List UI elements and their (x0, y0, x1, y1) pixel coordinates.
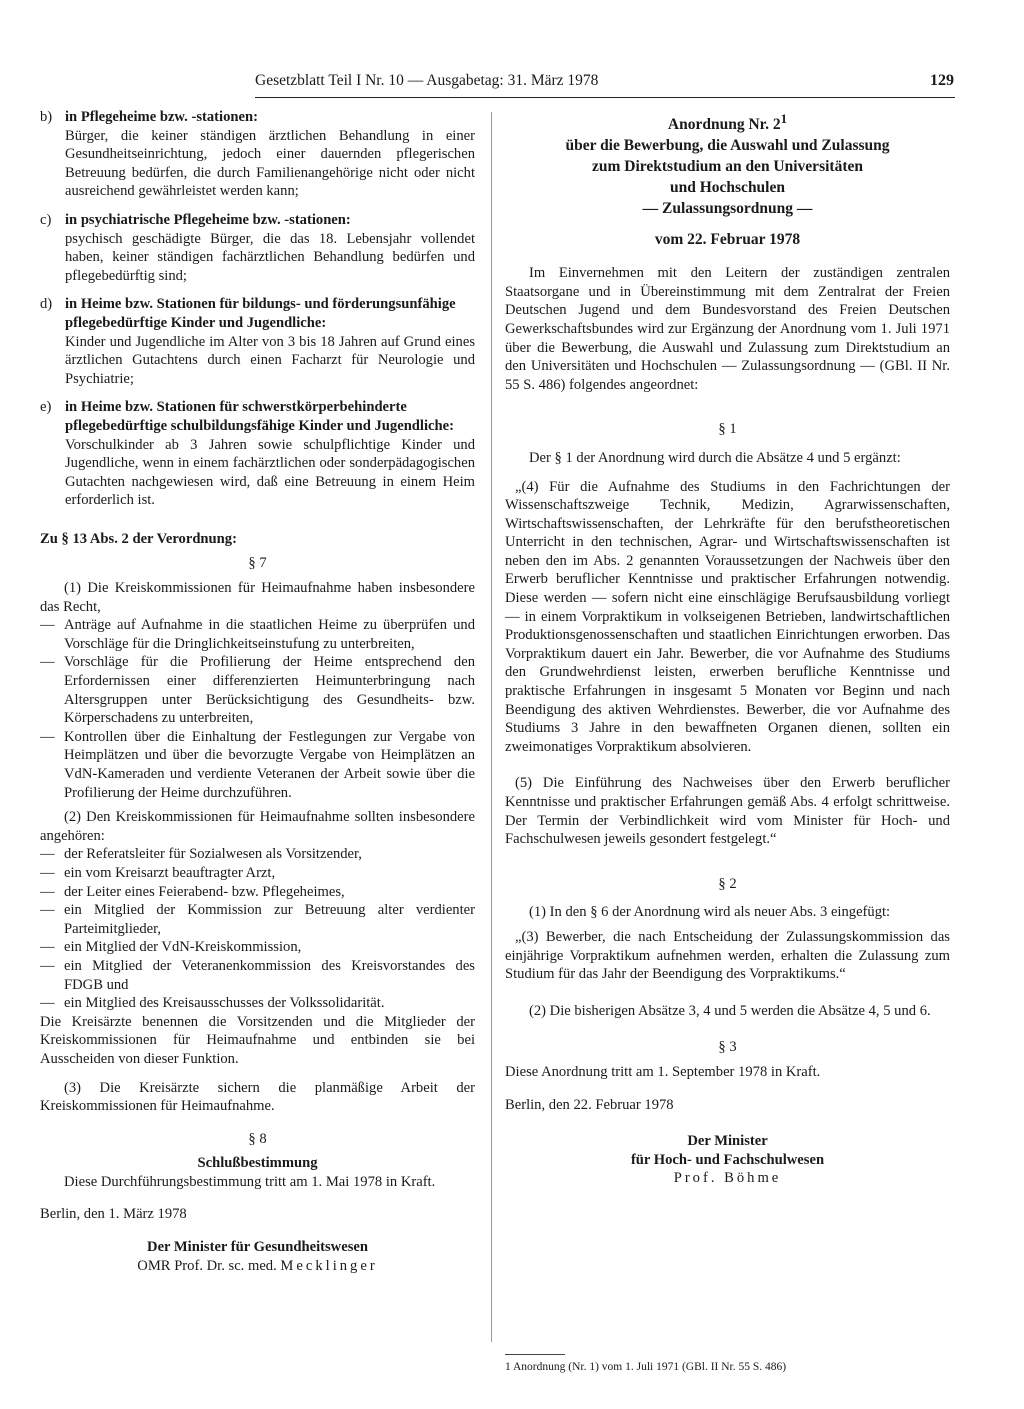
header-rule (255, 97, 955, 98)
signatory-prefix: OMR Prof. Dr. sc. med. (137, 1257, 277, 1274)
list-item: — Vorschläge für die Profilierung der Heime entsprechend den Erfordernissen einer differenzierten Heimunterbringung nach Altersgruppen unter Berücksichtigung des Gesundheits- bzw. Körperschadens zu unterbreiten, (40, 654, 475, 727)
para7-abs3: (3) Die Kreisärzte sichern die planmäßige Arbeit der Kreiskommissionen für Heimaufnahme. (40, 1079, 475, 1115)
para7-abs1-intro: (1) Die Kreiskommissionen für Heimaufnahme haben insbesondere das Recht, (40, 580, 475, 615)
list-item: — der Leiter eines Feierabend- bzw. Pflegeheimes, (40, 883, 475, 902)
footnote-marker: 1 (780, 111, 788, 126)
paragraph-8-heading: Schlußbestimmung (197, 1155, 318, 1172)
item-heading: in psychiatrische Pflegeheime bzw. -stationen: (65, 211, 351, 228)
para7-abs2-intro: (2) Den Kreiskommissionen für Heimaufnahme sollten insbesondere angehören: (40, 809, 475, 844)
list-item: — ein Mitglied der Veteranenkommission des Kreisvorstandes des FDGB und (40, 957, 475, 993)
signatory (40, 1257, 475, 1276)
list-item (40, 295, 475, 388)
page-header (255, 72, 954, 98)
list-item: — Kontrollen über die Einhaltung der Festlegungen zur Vergabe von Heimplätzen und über die bevorzugte Vergabe von Heimplätzen an VdN-Kameraden und verdiente Veteranen der Arbeit sowie über die Profilierung der Heime durchzuführen. (40, 728, 475, 801)
item-text: psychisch geschädigte Bürger, die das 18. Lebensjahr vollendet haben, keiner ständigen fachärztlichen Behandlung bedürfen und pflegebedürftig sind; (65, 230, 475, 284)
signatory-title: Der Minister für Gesundheitswesen (147, 1239, 368, 1256)
p2-quote: „(3) Bewerber, die nach Entscheidung der Zulassungskommission das einjährige Vorpraktikum aufnehmen werden, erhalten die Zulassung zum Studium für das Jahr der Beendigung des Vorpraktikums.“ (505, 928, 950, 983)
preamble: Im Einvernehmen mit den Leitern der zuständigen zentralen Staatsorgane und in Übereinstimmung mit dem Zentralrat der Freien Deutschen Jugend und dem Bundesvorstand des Freien Deutschen Gewerkschaftsbundes wird zur Ergänzung der Anordnung vom 1. Juli 1971 über die Bewerbung, die Auswahl und Zulassung zum Direktstudium an den Universitäten und Hochschulen — Zulassungsordnung — (GBl. II Nr. 55 S. 486) folgendes angeordnet: (505, 265, 950, 393)
dash-text: ein Mitglied der Veteranenkommission des Kreisvorstandes des FDGB und (64, 957, 475, 993)
right-column (505, 108, 950, 1188)
ordinance-title (505, 108, 950, 135)
list-item (40, 211, 475, 285)
para7-abs2-outro: Die Kreisärzte benennen die Vorsitzenden und die Mitglieder der Kreiskommissionen für Heimaufnahme und entbinden sie bei Ausscheiden von dieser Funktion. (40, 1013, 475, 1067)
place-date: Berlin, den 1. März 1978 (40, 1206, 187, 1223)
item-marker: d) (40, 296, 53, 313)
item-heading: in Pflegeheime bzw. -stationen: (65, 109, 258, 125)
list-item: — ein Mitglied der VdN-Kreiskommission, (40, 938, 475, 957)
dash-text: Anträge auf Aufnahme in die staatlichen Heime zu überprüfen und Vorschläge für die Dringlichkeitseinstufung zu unterbreiten, (64, 617, 475, 652)
item-marker: e) (40, 399, 52, 416)
list-item: — der Referatsleiter für Sozialwesen als Vorsitzender, (40, 845, 475, 864)
ordinance-subtitle: — Zulassungsordnung — (642, 200, 813, 218)
section-reference: Zu § 13 Abs. 2 der Verordnung: (40, 530, 237, 547)
p1-abs5: (5) Die Einführung des Nachweises über den Erwerb beruflicher Kenntnisse und praktischer Erfahrungen gemäß Abs. 4 erfolgt schrittweise. Der Termin der Verbindlichkeit wird vom Minister für Hoch- und Fachschulwesen jeweils gesondert festgelegt.“ (505, 775, 950, 848)
signatory-line-2: für Hoch- und Fachschulwesen (630, 1151, 825, 1168)
footnote-rule (505, 1354, 565, 1355)
dash-text: Kontrollen über die Einhaltung der Festlegungen zur Vergabe von Heimplätzen und über die bevorzugte Vergabe von Heimplätzen an VdN-Kameraden und verdiente Veteranen der Arbeit sowie über die Profilierung der Heime durchzuführen. (64, 728, 475, 801)
list-item: — ein Mitglied der Kommission zur Betreuung alter verdienter Parteimitglieder, (40, 902, 475, 937)
item-text: Bürger, die keiner ständigen ärztlichen Behandlung in einer Gesundheitseinrichtung, jedoch einer dauernden pflegerischen Betreuung bedürfen, die durch Familienangehörige nicht oder nicht ausreichend gewährleistet werden kann; (65, 127, 475, 200)
column-divider (491, 112, 492, 1342)
list-item: — Anträge auf Aufnahme in die staatlichen Heime zu überprüfen und Vorschläge für die Dringlichkeitseinstufung zu unterbreiten, (40, 617, 475, 652)
item-heading: in Heime bzw. Stationen für bildungs- und förderungsunfähige pflegebedürftige Kinder und Jugendliche: (65, 296, 456, 331)
title-line-4: und Hochschulen (669, 179, 785, 197)
item-heading: in Heime bzw. Stationen für schwerstkörperbehinderte pflegebedürftige schulbildungsfähige Kinder und Jugendliche: (65, 399, 454, 434)
p1-abs4: „(4) Für die Aufnahme des Studiums in den Fachrichtungen der Wissenschaftszweige Technik, Medizin, Agrarwissenschaften, Wirtschaftswissenschaften, der Lehrkräfte für den berufstheoretischen Unterricht in den technischen, Agrar- und Wirtschaftswissenschaften ist neben den im Abs. 2 genannten Voraussetzungen der Nachweis über den Erwerb beruflicher Kenntnisse und praktischer Erfahrungen notwendig. Diese werden — sofern nicht eine einschlägige Berufsausbildung vorliegt — in einem Vorpraktikum in volkseigenen Betrieben, landwirtschaftlichen Produktionsgenossenschaften und staatlichen Einrichtungen erworben. Das Vorpraktikum dauert ein Jahr. Bewerber, die vor Aufnahme des Studiums den Grundwehrdienst leisten, erwerben berufliche Kenntnisse und praktische Erfahrungen in insgesamt 5 Monaten vor Beginn und nach Beendigung des aktiven Wehrdienstes. Bewerber, die vor Aufnahme des Studiums 3 Jahre in den bewaffneten Organen dienen, sollten ein zweimonatiges Vorpraktikum absolvieren. (505, 478, 950, 755)
paragraph-8-title: § 8 (248, 1130, 267, 1147)
ordinance-date: vom 22. Februar 1978 (654, 231, 801, 249)
signatory-line-1: Der Minister (687, 1133, 768, 1150)
signatory-name: Mecklinger (280, 1257, 378, 1274)
dash-text: ein Mitglied der Kommission zur Betreuung alter verdienter Parteimitglieder, (64, 902, 475, 937)
list-item: — ein Mitglied des Kreisausschusses der Volkssolidarität. (40, 994, 475, 1013)
p1-intro: Der § 1 der Anordnung wird durch die Absätze 4 und 5 ergänzt: (529, 449, 901, 466)
list-item (40, 398, 475, 510)
list-item: — ein vom Kreisarzt beauftragter Arzt, (40, 864, 475, 883)
left-column (40, 108, 475, 1275)
paragraph-8-text: Diese Durchführungsbestimmung tritt am 1. Mai 1978 in Kraft. (64, 1173, 436, 1190)
header-title: Gesetzblatt Teil I Nr. 10 — Ausgabetag: 31. März 1978 (255, 72, 599, 89)
dash-text: der Referatsleiter für Sozialwesen als Vorsitzender, (64, 846, 362, 863)
dash-text: ein Mitglied der VdN-Kreiskommission, (64, 939, 302, 956)
paragraph-7-title: § 7 (248, 555, 267, 572)
place-date: Berlin, den 22. Februar 1978 (505, 1096, 674, 1113)
p2-abs1: (1) In den § 6 der Anordnung wird als neuer Abs. 3 eingefügt: (529, 904, 891, 921)
item-marker: c) (40, 211, 52, 228)
dash-text: der Leiter eines Feierabend- bzw. Pflegeheimes, (64, 883, 345, 900)
dash-text: ein Mitglied des Kreisausschusses der Volkssolidarität. (64, 995, 385, 1012)
item-marker: b) (40, 109, 53, 125)
dash-text: ein vom Kreisarzt beauftragter Arzt, (64, 864, 276, 881)
title-line-1: Anordnung Nr. 2 (667, 116, 781, 134)
title-line-3: zum Direktstudium an den Universitäten (592, 158, 863, 176)
item-text: Kinder und Jugendliche im Alter von 3 bis 18 Jahren auf Grund eines ärztlichen Gutachtens durch einen Facharzt für Neurologie und Psychiatrie; (65, 333, 475, 387)
page-number: 129 (930, 72, 954, 89)
paragraph-1-title: § 1 (718, 421, 737, 438)
title-line-2: über die Bewerbung, die Auswahl und Zulassung (565, 137, 890, 155)
p3-text: Diese Anordnung tritt am 1. September 1978 in Kraft. (505, 1063, 821, 1080)
footnote: 1 Anordnung (Nr. 1) vom 1. Juli 1971 (GBl. II Nr. 55 S. 486) (505, 1361, 787, 1373)
item-text: Vorschulkinder ab 3 Jahren sowie schulpflichtige Kinder und Jugendliche, wenn in einem fachärztlichen oder sonderpädagogischen Gutachten nachgewiesen wird, daß eine Betreuung in einem Heim erforderlich ist. (65, 436, 475, 509)
paragraph-3-title: § 3 (718, 1039, 737, 1056)
dash-text: Vorschläge für die Profilierung der Heime entsprechend den Erfordernissen einer differenzierten Heimunterbringung nach Altersgruppen unter Berücksichtigung des Gesundheits- bzw. Körperschadens zu unterbreiten, (64, 654, 475, 727)
p2-abs2: (2) Die bisherigen Absätze 3, 4 und 5 werden die Absätze 4, 5 und 6. (529, 1002, 931, 1019)
list-item (40, 108, 475, 201)
signatory-name: Prof. Böhme (673, 1170, 782, 1187)
paragraph-2-title: § 2 (718, 875, 737, 892)
